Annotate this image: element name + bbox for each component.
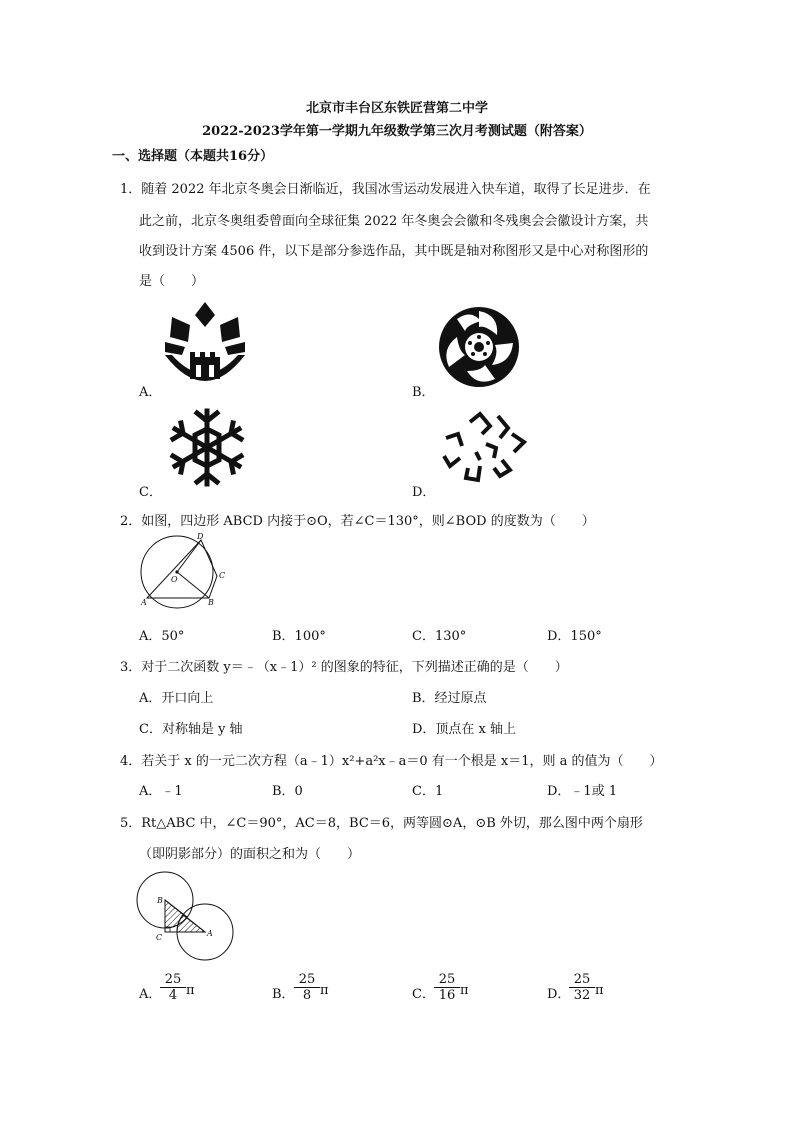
q2-option-c: C．130° [412,629,467,644]
q5-circles-diagram [135,868,235,963]
q5-option-a-label: A． [139,987,162,1002]
q5-line-2: （即阴影部分）的面积之和为（ ） [139,847,361,862]
q3-option-b: B．经过原点 [412,691,487,706]
q5-option-b-numerator: 25 [294,972,320,988]
q3-option-a: A．开口向上 [139,691,214,706]
q5-option-d-label: D． [547,987,571,1002]
q1-option-a: A． [139,385,162,400]
q5-option-d-numerator: 25 [569,972,595,988]
school-title: 北京市丰台区东铁匠营第二中学 [305,101,488,116]
q2-circle-diagram [135,532,230,610]
q4-option-a: A．﹣1 [139,784,183,799]
q2-label-o: O [171,575,178,584]
q5-option-b-fraction [294,972,320,1003]
q5-label-c: C [156,933,163,942]
q2-label-d: D [197,532,204,541]
q3-option-d: D．顶点在 x 轴上 [412,722,517,737]
section-heading: 一、选择题（本题共16分） [112,149,274,164]
q5-option-a-numerator: 25 [160,972,186,988]
q5-option-b-denominator: 8 [302,988,312,1003]
q2-label-b: B [208,598,214,607]
q5-option-d-pi: π [595,983,604,998]
q5-option-d-fraction [569,972,595,1003]
q5-option-c-pi: π [460,983,469,998]
q5-option-a-fraction [160,972,186,1003]
q2-option-a: A．50° [139,629,185,644]
emblem-a-figure [160,297,250,392]
q4-option-b: B．0 [272,784,303,799]
q5-option-a-denominator: 4 [168,988,178,1003]
q2-stem: 2．如图，四边形 ABCD 内接于⊙O，若∠C＝130°，则∠BOD 的度数为（ ） [120,514,595,529]
exam-title: 2022-2023学年第一学期九年级数学第三次月考测试题（附答案） [202,124,592,139]
q5-option-c-fraction [434,972,460,1003]
q1-line-3: 收到设计方案 4506 件，以下是部分参选作品，其中既是轴对称图形又是中心对称图形的 [139,244,649,259]
q2-label-c: C [219,571,226,580]
q5-label-a: A [207,929,213,938]
emblem-d-figure [440,404,530,489]
q5-option-a-pi: π [186,983,195,998]
q5-label-b: B [157,896,163,905]
q3-option-c: C．对称轴是 y 轴 [139,722,243,737]
q4-option-d: D．﹣1或 1 [547,784,618,799]
q2-option-b: B．100° [272,629,326,644]
q5-option-c-label: C． [412,987,435,1002]
emblem-c-figure [165,405,250,490]
q5-option-b-pi: π [320,983,329,998]
q1-option-d: D． [412,485,436,500]
q1-line-4: 是（ ） [139,274,205,289]
q1-option-b: B． [412,385,435,400]
q4-option-c: C．1 [412,784,444,799]
q3-stem: 3．对于二次函数 y＝﹣（x﹣1）² 的图象的特征，下列描述正确的是（ ） [120,660,568,675]
emblem-b-figure [437,305,522,390]
q1-option-c: C． [139,485,162,500]
q2-label-a: A [141,598,147,607]
q5-option-c-numerator: 25 [434,972,460,988]
q5-option-b-label: B． [272,987,295,1002]
q5-option-c-denominator: 16 [438,988,456,1003]
q5-option-d-denominator: 32 [573,988,591,1003]
q1-line-2: 此之前，北京冬奥组委曾面向全球征集 2022 年冬奥会会徽和冬残奥会会徽设计方案，共 [139,214,649,229]
q4-stem: 4．若关于 x 的一元二次方程（a﹣1）x²+a²x﹣a＝0 有一个根是 x＝1，则 a 的值为（ ） [120,754,663,769]
q1-line-1: 1．随着 2022 年北京冬奥会日渐临近，我国冰雪运动发展进入快车道，取得了长足进步．在 [120,182,651,197]
q5-line-1: 5．Rt△ABC 中，∠C＝90°，AC＝8，BC＝6，两等圆⊙A，⊙B 外切，那么图中两个扇形 [120,816,643,831]
q2-option-d: D．150° [547,629,602,644]
